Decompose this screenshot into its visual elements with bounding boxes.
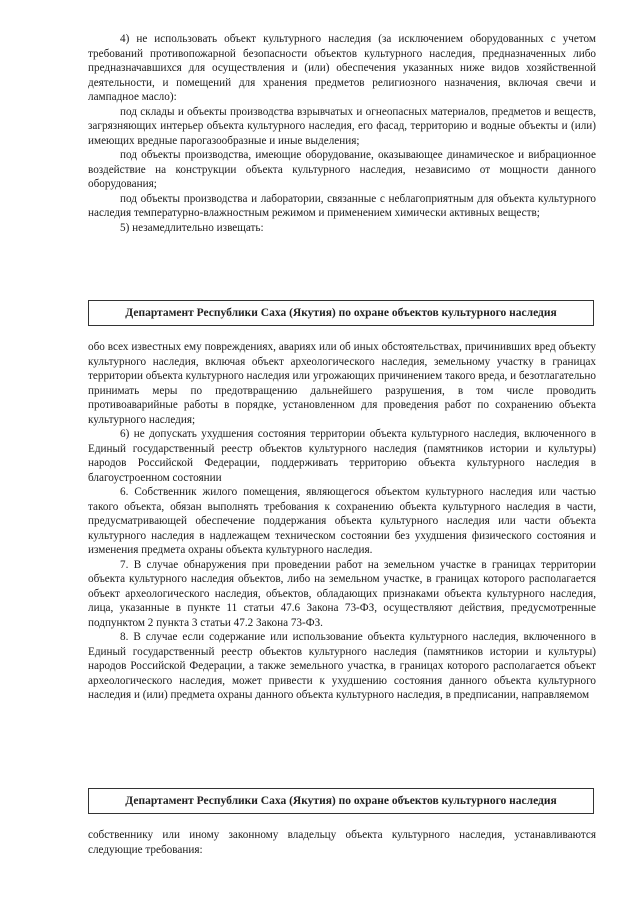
stamp-text: Департамент Республики Саха (Якутия) по охране объектов культурного наследия: [125, 795, 557, 807]
paragraph: 5) незамедлительно извещать:: [120, 221, 264, 234]
paragraph: собственнику или иному законному владельцу объекта культурного наследия, устанавливаются следующие требования:: [88, 829, 596, 856]
stamp-text: Департамент Республики Саха (Якутия) по охране объектов культурного наследия: [125, 307, 557, 319]
paragraph: под объекты производства и лаборатории, связанные с неблагоприятным для объекта культурного наследия температурно-влажностным режимом и применением химически активных веществ;: [88, 192, 596, 219]
paragraph: под объекты производства, имеющие оборудование, оказывающее динамическое и вибрационное воздействие на конструкции объекта культурного наследия, независимо от мощности данного оборудования;: [88, 149, 596, 190]
paragraph: 8. В случае если содержание или использование объекта культурного наследия, включенного в Единый государственный реестр объектов культурного наследия (памятников истории и культуры) народов Российской Федерации, а также земельного участка, в границах которого располагается объект археологического наследия, может привести к ухудшению состояния данного объекта культурного наследия и (или) предмета охраны данного объекта культурного наследия, в предписании, направляемом: [88, 631, 596, 701]
paragraph: 7. В случае обнаружения при проведении работ на земельном участке в границах территории объекта культурного наследия объектов, либо на земельном участке, в границах которого располагается объект археологического наследия, объектов, обладающих признаками объекта культурного наследия, лица, указанные в пункте 11 статьи 47.6 Закона 73-ФЗ, осуществляют действия, предусмотренные подпунктом 2 пункта 3 статьи 47.2 Закона 73-ФЗ.: [88, 558, 596, 629]
department-stamp-1: [88, 300, 594, 326]
paragraph: 6) не допускать ухудшения состояния территории объекта культурного наследия, включенного в Единый государственный реестр объектов культурного наследия (памятников истории и культуры) народов Российской Федерации, поддерживать территорию объекта культурного наследия в благоустроенном состоянии: [88, 428, 596, 484]
section-2: [88, 340, 596, 703]
department-stamp-2: [88, 788, 594, 814]
paragraph: обо всех известных ему повреждениях, авариях или об иных обстоятельствах, причинивших вред объекту культурного наследия, включая объект археологического наследия, земельному участку в границах территории объекта культурного наследия или угрожающих причинением такого вреда, и безотлагательно принимать меры по предотвращению дальнейшего разрушения, в том числе проводить противоаварийные работы в порядке, установленном для проведения работ по сохранению объекта культурного наследия;: [88, 341, 596, 426]
paragraph: под склады и объекты производства взрывчатых и огнеопасных материалов, предметов и веществ, загрязняющих интерьер объекта культурного наследия, его фасад, территорию и водные объекты и (или) имеющих вредные парогазообразные и иные выделения;: [88, 105, 596, 147]
section-1: [88, 32, 596, 235]
paragraph: 4) не использовать объект культурного наследия (за исключением оборудованных с учетом требований противопожарной безопасности объектов культурного наследия, предназначенных либо предназначавшихся для осуществления и (или) обеспечения указанных ниже видов хозяйственной деятельности, и помещений для хранения предметов религиозного назначения, включая свечи и лампадное масло):: [88, 33, 596, 103]
paragraph: 6. Собственник жилого помещения, являющегося объектом культурного наследия или частью такого объекта, обязан выполнять требования к сохранению объекта культурного наследия в части, предусматривающей обеспечение поддержания объекта культурного наследия или части объекта культурного наследия в надлежащем техническом состоянии без ухудшения физического состояния и изменения предмета охраны объекта культурного наследия.: [88, 486, 596, 556]
section-3: [88, 828, 596, 857]
